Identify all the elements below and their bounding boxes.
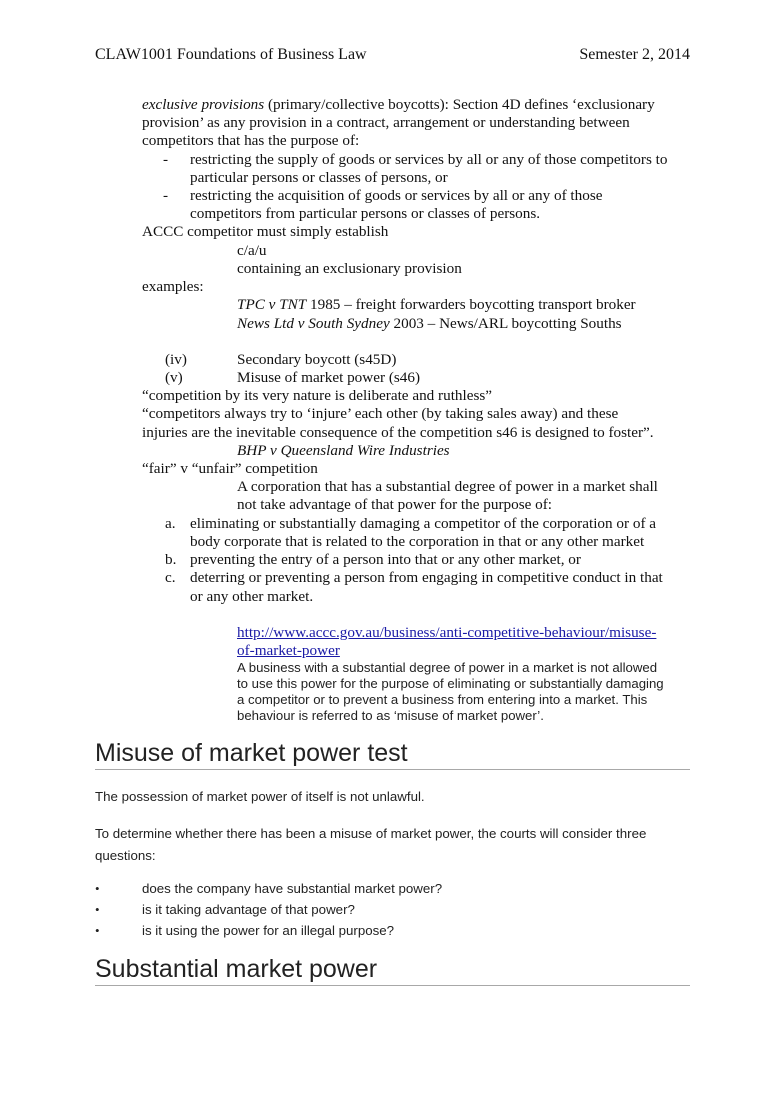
quote-ruthless: “competition by its very nature is deliberate and ruthless” <box>142 387 493 404</box>
case-description: 2003 – News/ARL boycotting Souths <box>389 315 622 332</box>
exclusive-line-2: provision’ as any provision in a contract, arrangement or understanding between <box>142 114 630 131</box>
dash-bullet: - <box>163 151 169 168</box>
note-line: behaviour is referred to as ‘misuse of market power’. <box>237 707 544 723</box>
fair-unfair: “fair” v “unfair” competition <box>142 460 318 477</box>
examples-label: examples: <box>142 278 204 295</box>
bullet-icon: • <box>95 902 100 917</box>
section-iv-number: (iv) <box>165 351 187 368</box>
list-letter-c: c. <box>165 569 176 586</box>
exclusive-line-1 <box>142 96 655 114</box>
dash-bullet: - <box>163 187 169 204</box>
accc-link-line-2[interactable] <box>237 642 340 660</box>
bullet-icon: • <box>95 881 100 896</box>
list-letter-a: a. <box>165 515 176 532</box>
restrict-supply-line-2: particular persons or classes of persons, or <box>190 169 448 186</box>
list-letter-b: b. <box>165 551 177 568</box>
accc-line: ACCC competitor must simply establish <box>142 223 389 240</box>
exclusive-line-1-text: (primary/collective boycotts): Section 4D defines ‘exclusionary <box>264 96 655 113</box>
item-c-line-1: deterring or preventing a person from engaging in competitive conduct in that <box>190 569 663 586</box>
case-description: 1985 – freight forwarders boycotting transport broker <box>306 296 636 313</box>
restrict-acquisition-line-2: competitors from particular persons or classes of persons. <box>190 205 541 222</box>
item-b-line-1: preventing the entry of a person into that or any other market, or <box>190 551 581 568</box>
containing-line: containing an exclusionary provision <box>237 260 462 277</box>
item-c-line-2: or any other market. <box>190 588 314 605</box>
restrict-supply-line-1: restricting the supply of goods or services by all or any of those competitors to <box>190 151 668 168</box>
accc-note <box>237 660 697 724</box>
exclusive-term: exclusive provisions <box>142 96 265 113</box>
header-semester: Semester 2, 2014 <box>579 46 690 63</box>
corporation-line-2: not take advantage of that power for the purpose of: <box>237 496 553 513</box>
section-v-number: (v) <box>165 369 183 386</box>
accc-link-line-1[interactable] <box>237 624 656 642</box>
note-line: a competitor or to prevent a business from entering into a market. This <box>237 691 648 707</box>
bullet-item: is it taking advantage of that power? <box>142 902 355 917</box>
cau-line: c/a/u <box>237 242 267 259</box>
heading-substantial-market-power: Substantial market power <box>95 954 690 986</box>
bullet-item: is it using the power for an illegal purpose? <box>142 923 395 938</box>
bullet-icon: • <box>95 923 100 938</box>
determine-paragraph-line-2: questions: <box>95 848 156 863</box>
section-v-text: Misuse of market power (s46) <box>237 369 421 386</box>
note-line: A business with a substantial degree of power in a market is not allowed <box>237 660 658 675</box>
case-news-ltd <box>237 315 622 333</box>
header-course: CLAW1001 Foundations of Business Law <box>95 46 367 63</box>
item-a-line-2: body corporate that is related to the corporation in that or any other market <box>190 533 645 550</box>
case-name: TPC v TNT <box>237 296 307 313</box>
accc-link[interactable]: of-market-power <box>237 642 340 659</box>
section-iv-text: Secondary boycott (s45D) <box>237 351 397 368</box>
corporation-line-1: A corporation that has a substantial degree of power in a market shall <box>237 478 658 495</box>
restrict-acquisition-line-1: restricting the acquisition of goods or services by all or any of those <box>190 187 603 204</box>
bullet-item: does the company have substantial market power? <box>142 881 443 896</box>
determine-paragraph-line-1: To determine whether there has been a misuse of market power, the courts will consider three <box>95 826 647 841</box>
case-name: News Ltd v South Sydney <box>237 315 390 332</box>
possession-paragraph: The possession of market power of itself is not unlawful. <box>95 789 425 804</box>
exclusive-line-3: competitors that has the purpose of: <box>142 132 360 149</box>
accc-link[interactable]: http://www.accc.gov.au/business/anti-competitive-behaviour/misuse- <box>237 624 657 641</box>
heading-misuse-test: Misuse of market power test <box>95 738 690 770</box>
case-bhp <box>237 442 450 460</box>
quote-injure-line-2: injuries are the inevitable consequence of the competition s46 is designed to foster”. <box>142 424 654 441</box>
case-name: BHP v Queensland Wire Industries <box>237 442 450 459</box>
note-line: to use this power for the purpose of eliminating or substantially damaging <box>237 675 664 691</box>
quote-injure-line-1: “competitors always try to ‘injure’ each other (by taking sales away) and these <box>142 405 619 422</box>
case-tpc-tnt <box>237 296 636 314</box>
item-a-line-1: eliminating or substantially damaging a competitor of the corporation or of a <box>190 515 657 532</box>
